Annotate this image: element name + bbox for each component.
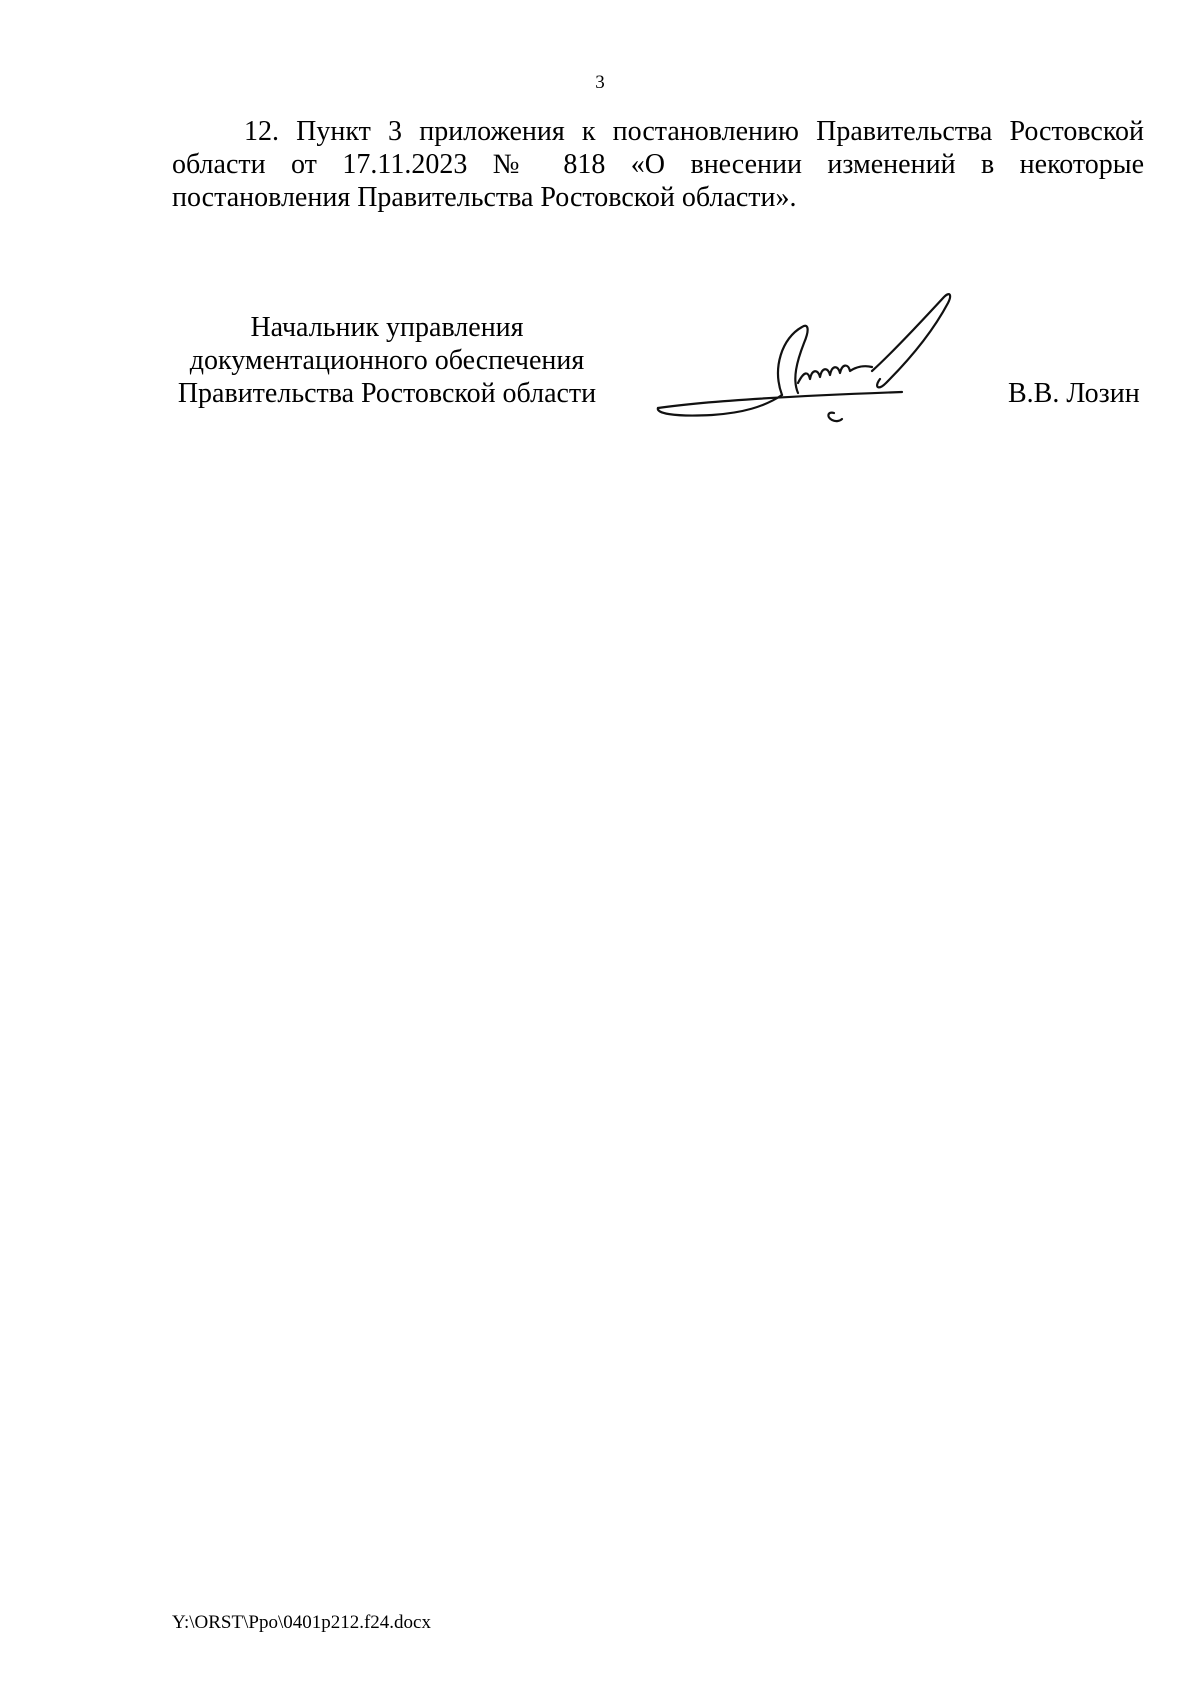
handwritten-signature [652, 283, 992, 433]
signatory-title-line: Начальник управления [250, 312, 524, 343]
signatory-title-line: Правительства Ростовской области [177, 378, 597, 409]
footer-file-path: Y:\ORST\Ppo\0401p212.f24.docx [172, 1612, 431, 1633]
body-paragraph-12: 12. Пункт 3 приложения к постановлению Правительства Ростовской области от 17.11.2023 № 818 «О внесении изменений в некоторые постановления Правительства Ростовской области». [172, 116, 1144, 213]
signatory-name: В.В. Лозин [1008, 378, 1140, 409]
signatory-title-line: документационного обеспечения [189, 345, 585, 376]
page-number: 3 [595, 72, 605, 93]
signatory-title [172, 311, 602, 410]
